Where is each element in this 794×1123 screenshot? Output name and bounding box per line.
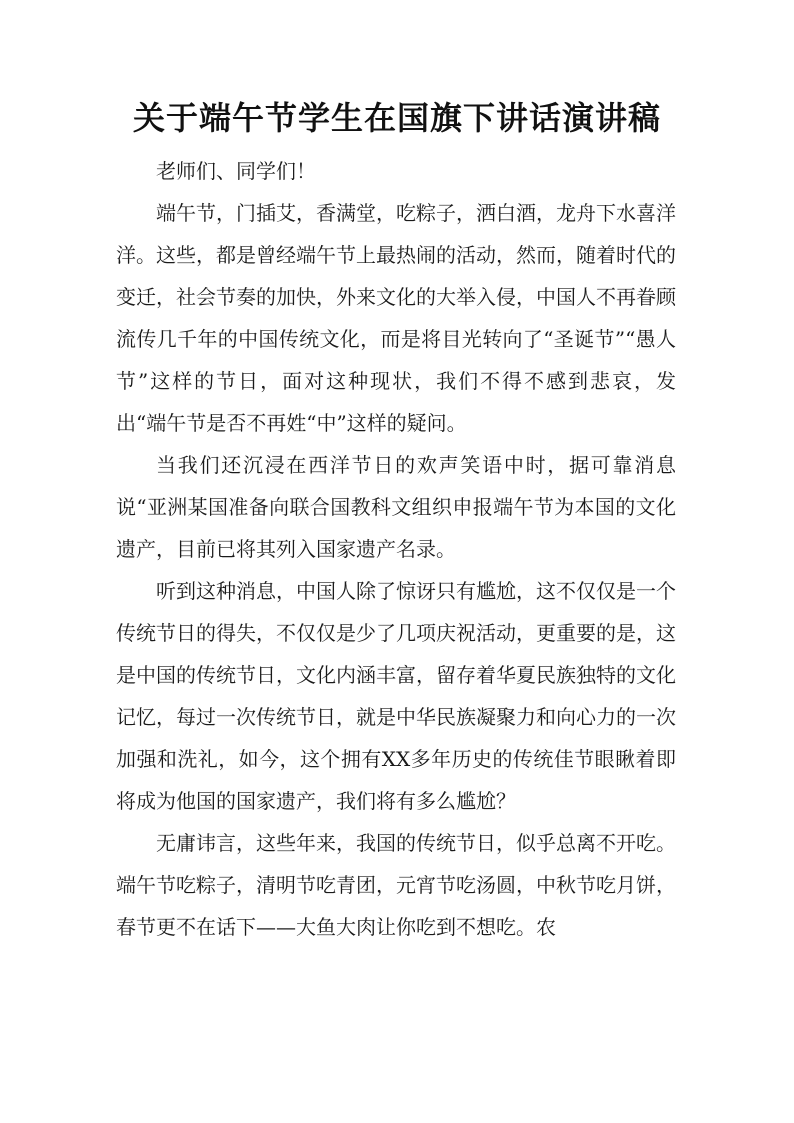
document-body	[116, 150, 676, 948]
document-title: 关于端午节学生在国旗下讲话演讲稿	[132, 99, 661, 137]
body-paragraph-1: 端午节，门插艾，香满堂，吃粽子，洒白酒，龙舟下水喜洋洋。这些，都是曾经端午节上最热闹的活动，然而，随着时代的变迁，社会节奏的加快，外来文化的大举入侵，中国人不再眷顾流传几千年的中国传统文化，而是将目光转向了“圣诞节”“愚人节”这样的节日，面对这种现状，我们不得不感到悲哀，发出“端午节是否不再姓“中”这样的疑问。	[116, 201, 676, 435]
body-paragraph-3: 听到这种消息，中国人除了惊讶只有尴尬，这不仅仅是一个传统节日的得失，不仅仅是少了几项庆祝活动，更重要的是，这是中国的传统节日，文化内涵丰富，留存着华夏民族独特的文化记忆，每过一次传统节日，就是中华民族凝聚力和向心力的一次加强和洗礼，如今，这个拥有XX多年历史的传统佳节眼瞅着即将成为他国的国家遗产，我们将有多么尴尬？	[116, 579, 676, 813]
body-paragraph-2: 当我们还沉浸在西洋节日的欢声笑语中时，据可靠消息说“亚洲某国准备向联合国教科文组织申报端午节为本国的文化遗产，目前已将其列入国家遗产名录。	[116, 453, 676, 561]
greeting-paragraph: 老师们、同学们！	[156, 159, 316, 183]
body-paragraph-4: 无庸讳言，这些年来，我国的传统节日，似乎总离不开吃。端午节吃粽子，清明节吃青团，元宵节吃汤圆，中秋节吃月饼，春节更不在话下——大鱼大肉让你吃到不想吃。农	[116, 831, 676, 939]
